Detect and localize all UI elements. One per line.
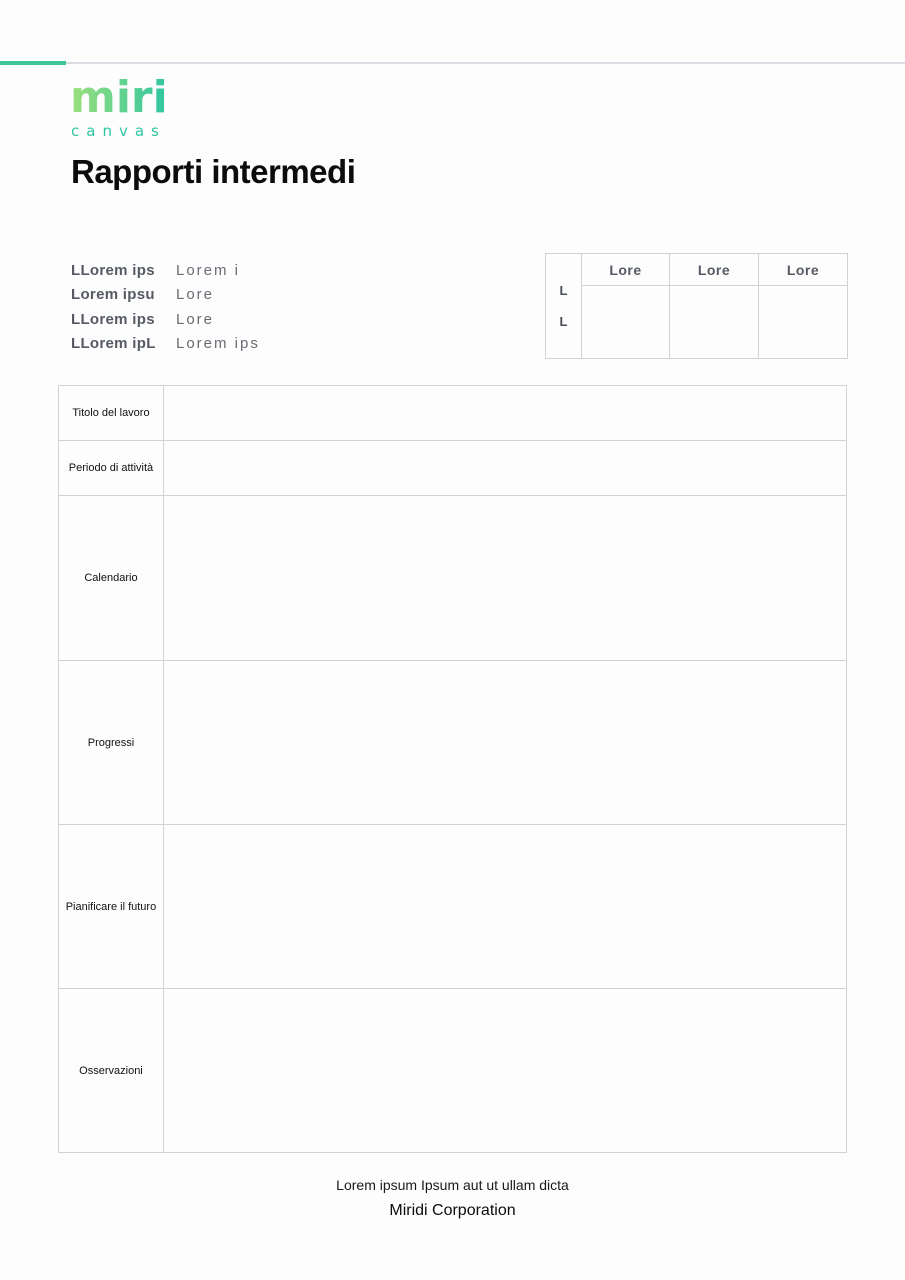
form-label: Periodo di attività: [59, 441, 164, 496]
meta-key: Lorem ipsu: [71, 286, 155, 304]
form-row: [59, 386, 847, 441]
form-label: Pianificare il futuro: [59, 825, 164, 989]
form-field[interactable]: [163, 825, 846, 989]
meta-row: [71, 258, 260, 283]
approval-header: Lore: [582, 254, 670, 286]
form-row: [59, 989, 847, 1153]
approval-signature-box[interactable]: [670, 286, 759, 359]
approval-side-cell: [546, 254, 582, 359]
meta-key: LLorem ips: [71, 261, 155, 279]
miri-canvas-logo: [70, 74, 190, 140]
approval-signature-box[interactable]: [582, 286, 670, 359]
approval-side-label: L: [559, 283, 568, 298]
footer-company: Miridi Corporation: [389, 1202, 516, 1219]
logo-wordmark-bottom: canvas: [71, 122, 166, 140]
form-label: Titolo del lavoro: [59, 386, 164, 441]
approval-header: Lore: [670, 254, 759, 286]
meta-value[interactable]: Lore: [176, 310, 215, 328]
form-row: [59, 825, 847, 989]
approval-side-label: L: [559, 314, 568, 329]
meta-row: [71, 332, 260, 357]
meta-key: LLorem ips: [71, 310, 155, 328]
approval-header: Lore: [759, 254, 848, 286]
form-label: Osservazioni: [59, 989, 164, 1153]
logo-wordmark-top: miri: [70, 74, 168, 123]
meta-key: LLorem ipL: [71, 335, 156, 353]
form-label: Progressi: [59, 661, 164, 825]
meta-row: [71, 307, 260, 332]
form-row: [59, 496, 847, 661]
footer-address: Lorem ipsum Ipsum aut ut ullam dicta: [336, 1177, 569, 1193]
meta-row: [71, 283, 260, 308]
form-field[interactable]: [163, 661, 846, 825]
header-rule: [0, 62, 905, 64]
page-title: Rapporti intermedi: [71, 153, 356, 190]
form-field[interactable]: [163, 989, 846, 1153]
form-field[interactable]: [163, 496, 846, 661]
form-row: [59, 661, 847, 825]
meta-value[interactable]: Lorem i: [176, 261, 241, 279]
form-field[interactable]: [163, 386, 846, 441]
report-form: [58, 385, 847, 1153]
form-row: [59, 441, 847, 496]
header-accent-bar: [0, 61, 66, 65]
form-field[interactable]: [163, 441, 846, 496]
form-label: Calendario: [59, 496, 164, 661]
approval-signature-box[interactable]: [759, 286, 848, 359]
meta-value[interactable]: Lorem ips: [176, 335, 260, 353]
approval-table: [545, 253, 848, 359]
meta-value[interactable]: Lore: [176, 286, 215, 304]
document-meta: [71, 258, 260, 356]
